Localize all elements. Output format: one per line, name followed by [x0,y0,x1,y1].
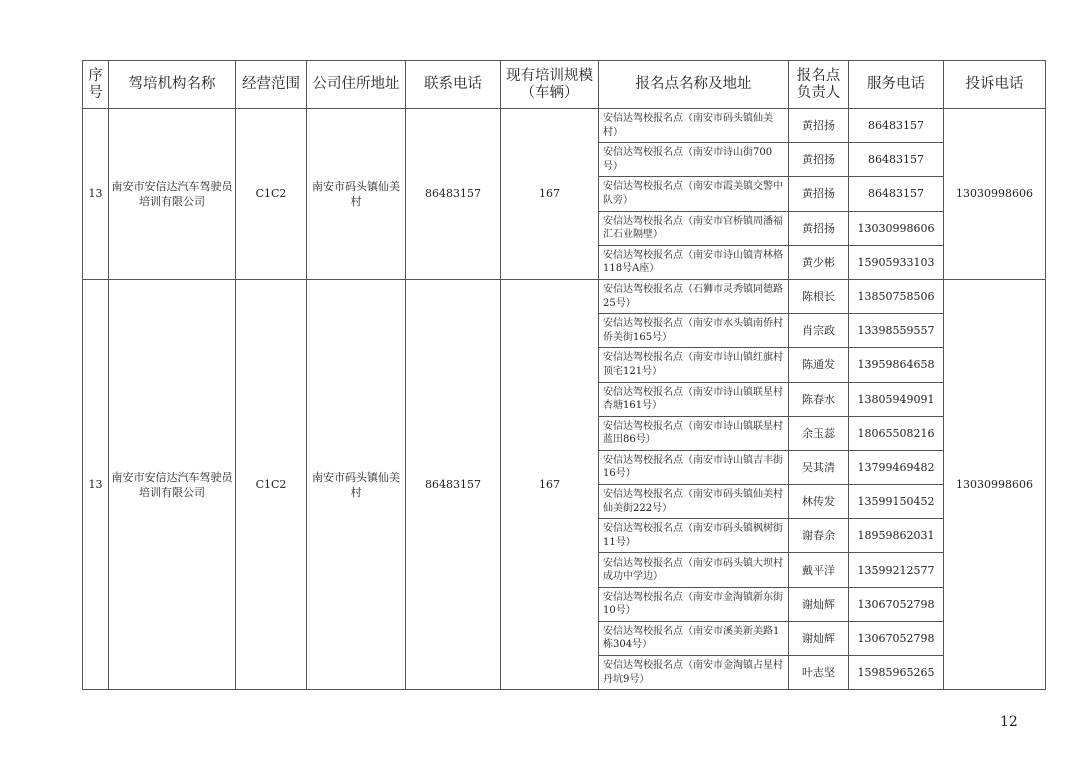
seq-cell: 13 [83,109,109,280]
service-phone-cell: 13067052798 [849,621,944,655]
header-row [83,61,1046,109]
site-person-cell: 黄招扬 [789,109,849,143]
header-scope: 经营范围 [236,61,307,109]
site-person-cell: 陈根长 [789,279,849,313]
service-phone-cell: 13959864658 [849,348,944,382]
site-person-cell: 吴其清 [789,450,849,484]
site-address-cell: 安信达驾校报名点（南安市霞美镇交警中队旁） [599,177,789,211]
site-address-cell: 安信达驾校报名点（南安市官桥镇周潘福汇石业隔壁） [599,211,789,245]
contact-phone-cell: 86483157 [406,279,501,689]
header-service-phone: 服务电话 [849,61,944,109]
service-phone-cell: 86483157 [849,109,944,143]
service-phone-cell: 13067052798 [849,587,944,621]
site-address-cell: 安信达驾校报名点（南安市诗山镇联星村蓝田86号） [599,416,789,450]
site-person-cell: 谢灿辉 [789,621,849,655]
service-phone-cell: 15985965265 [849,656,944,690]
site-address-cell: 安信达驾校报名点（南安市码头镇仙美村仙美街222号） [599,485,789,519]
site-address-cell: 安信达驾校报名点（南安市金淘镇新东街10号） [599,587,789,621]
site-person-cell: 林传发 [789,485,849,519]
header-complaint-phone: 投诉电话 [944,61,1046,109]
training-scale-cell: 167 [501,109,599,280]
site-address-cell: 安信达驾校报名点（南安市诗山街700号） [599,143,789,177]
table-row [83,279,1046,313]
service-phone-cell: 86483157 [849,143,944,177]
seq-cell: 13 [83,279,109,689]
registration-table [82,60,1046,690]
site-person-cell: 陈春水 [789,382,849,416]
site-person-cell: 戴平洋 [789,553,849,587]
site-person-cell: 谢春余 [789,519,849,553]
training-scale-cell: 167 [501,279,599,689]
site-person-cell: 黄招扬 [789,143,849,177]
complaint-phone-cell: 13030998606 [944,279,1046,689]
service-phone-cell: 18065508216 [849,416,944,450]
header-org: 驾培机构名称 [109,61,236,109]
header-address: 公司住所地址 [307,61,406,109]
header-seq: 序号 [83,61,109,109]
site-person-cell: 黄少彬 [789,245,849,279]
site-address-cell: 安信达驾校报名点（南安市诗山镇联星村杏塘161号） [599,382,789,416]
service-phone-cell: 13799469482 [849,450,944,484]
service-phone-cell: 86483157 [849,177,944,211]
service-phone-cell: 13030998606 [849,211,944,245]
site-address-cell: 安信达驾校报名点（南安市诗山镇红旗村顶宅121号） [599,348,789,382]
service-phone-cell: 13599150452 [849,485,944,519]
header-phone: 联系电话 [406,61,501,109]
contact-phone-cell: 86483157 [406,109,501,280]
site-address-cell: 安信达驾校报名点（南安市诗山镇吉丰街16号） [599,450,789,484]
table-body [83,109,1046,690]
table-row [83,109,1046,143]
site-person-cell: 黄招扬 [789,211,849,245]
service-phone-cell: 13599212577 [849,553,944,587]
site-person-cell: 谢灿辉 [789,587,849,621]
site-address-cell: 安信达驾校报名点（南安市水头镇南侨村侨美街165号） [599,314,789,348]
service-phone-cell: 13850758506 [849,279,944,313]
site-person-cell: 陈通发 [789,348,849,382]
site-address-cell: 安信达驾校报名点（南安市码头镇枫树街11号） [599,519,789,553]
site-person-cell: 肖宗政 [789,314,849,348]
scope-cell: C1C2 [236,109,307,280]
site-person-cell: 黄招扬 [789,177,849,211]
service-phone-cell: 15905933103 [849,245,944,279]
org-name-cell: 南安市安信达汽车驾驶员培训有限公司 [109,109,236,280]
scope-cell: C1C2 [236,279,307,689]
company-address-cell: 南安市码头镇仙美村 [307,279,406,689]
site-person-cell: 叶志坚 [789,656,849,690]
header-scale: 现有培训规模（车辆） [501,61,599,109]
site-address-cell: 安信达驾校报名点（南安市金淘镇占星村丹坑9号） [599,656,789,690]
page-number: 12 [1000,714,1018,730]
header-site: 报名点名称及地址 [599,61,789,109]
company-address-cell: 南安市码头镇仙美村 [307,109,406,280]
site-address-cell: 安信达驾校报名点（南安市溪美新美路1栋304号） [599,621,789,655]
service-phone-cell: 18959862031 [849,519,944,553]
header-person: 报名点负责人 [789,61,849,109]
site-person-cell: 余玉蕊 [789,416,849,450]
site-address-cell: 安信达驾校报名点（南安市诗山镇青林格118号A座） [599,245,789,279]
site-address-cell: 安信达驾校报名点（南安市码头镇仙美村） [599,109,789,143]
site-address-cell: 安信达驾校报名点（南安市码头镇大坝村成功中学边） [599,553,789,587]
service-phone-cell: 13805949091 [849,382,944,416]
complaint-phone-cell: 13030998606 [944,109,1046,280]
service-phone-cell: 13398559557 [849,314,944,348]
org-name-cell: 南安市安信达汽车驾驶员培训有限公司 [109,279,236,689]
site-address-cell: 安信达驾校报名点（石狮市灵秀镇同德路25号） [599,279,789,313]
